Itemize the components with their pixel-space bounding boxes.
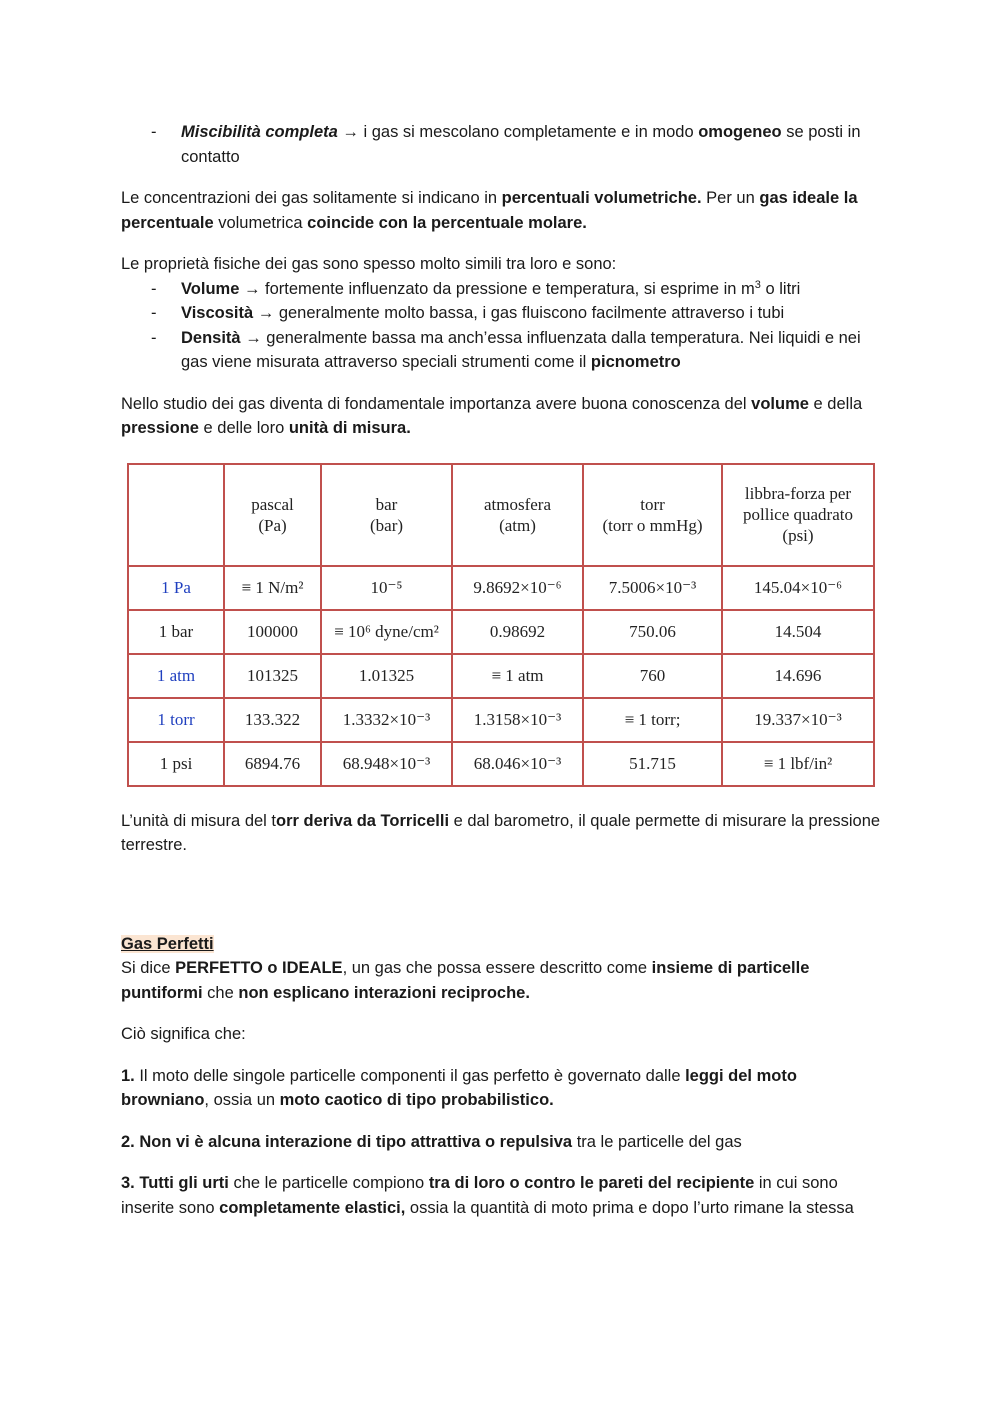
table-cell: 1.3158×10⁻³ — [452, 698, 583, 742]
table-cell: ≡ 1 N/m² — [224, 566, 321, 610]
table-header-cell: bar (bar) — [321, 464, 452, 566]
list-item-viscosity: - Viscosità → generalmente molto bassa, i gas fluiscono facilmente attraverso i tubi — [151, 304, 785, 322]
table-cell: 6894.76 — [224, 742, 321, 786]
table-header-row — [128, 464, 874, 566]
table-header-cell: pascal (Pa) — [224, 464, 321, 566]
table-cell: ≡ 1 lbf/in² — [722, 742, 874, 786]
table-row — [128, 610, 874, 654]
table-cell: 0.98692 — [452, 610, 583, 654]
table-cell: 51.715 — [583, 742, 722, 786]
table-unit-cell: 1 torr — [128, 698, 224, 742]
paragraph-torr: L’unità di misura del torr deriva da Torricelli e dal barometro, il quale permette di misurare la pressione terrestre. — [121, 811, 881, 854]
table-cell: 1.3332×10⁻³ — [321, 698, 452, 742]
point-2: 2. Non vi è alcuna interazione di tipo attrattiva o repulsiva tra le particelle del gas — [121, 1132, 742, 1151]
table-cell: 68.948×10⁻³ — [321, 742, 452, 786]
properties-list — [121, 277, 881, 375]
table-unit-cell: 1 Pa — [128, 566, 224, 610]
table-unit-cell: 1 atm — [128, 654, 224, 698]
table-row — [128, 698, 874, 742]
paragraph-means: Ciò significa che: — [121, 1025, 246, 1043]
table-unit-cell: 1 psi — [128, 742, 224, 786]
table-cell: 68.046×10⁻³ — [452, 742, 583, 786]
paragraph-concentrations: Le concentrazioni dei gas solitamente si indicano in percentuali volumetriche. Per un gas ideale la percentuale volumetrica coincide con la percentuale molare. — [121, 189, 858, 232]
table-cell: 101325 — [224, 654, 321, 698]
table-cell: ≡ 10⁶ dyne/cm² — [321, 610, 452, 654]
table-cell: 14.696 — [722, 654, 874, 698]
table-cell: 1.01325 — [321, 654, 452, 698]
document-page — [121, 120, 881, 1237]
table-header-cell: torr (torr o mmHg) — [583, 464, 722, 566]
pressure-units-table — [127, 463, 875, 787]
table-cell: 14.504 — [722, 610, 874, 654]
miscibility-list — [121, 120, 881, 169]
table-cell: 760 — [583, 654, 722, 698]
table-cell: 9.8692×10⁻⁶ — [452, 566, 583, 610]
section-title: Gas Perfetti — [121, 934, 214, 953]
section-heading — [121, 932, 881, 957]
table-cell: 145.04×10⁻⁶ — [722, 566, 874, 610]
paragraph-study: Nello studio dei gas diventa di fondamentale importanza avere buona conoscenza del volume e della pressione e delle loro unità di misura. — [121, 394, 863, 437]
table-header-cell: libbra-forza per pollice quadrato (psi) — [722, 464, 874, 566]
table-cell: ≡ 1 torr; — [583, 698, 722, 742]
point-3: 3. Tutti gli urti che le particelle compiono tra di loro o contro le pareti del recipiente in cui sono inserite sono completamente elastici, ossia la quantità di moto prima e dopo l’urto rimane la stessa — [121, 1174, 854, 1217]
table-cell: 750.06 — [583, 610, 722, 654]
list-item-volume: - Volume → fortemente influenzato da pressione e temperatura, si esprime in $m^3$ o litri — [151, 278, 801, 298]
table-cell: 100000 — [224, 610, 321, 654]
properties-intro: Le proprietà fisiche dei gas sono spesso molto simili tra loro e sono: — [121, 255, 617, 273]
point-1: 1. Il moto delle singole particelle componenti il gas perfetto è governato dalle leggi del moto browniano, ossia un moto caotico di tipo probabilistico. — [121, 1066, 797, 1109]
table-row — [128, 654, 874, 698]
table-row — [128, 742, 874, 786]
table-header-cell — [128, 464, 224, 566]
table-cell: ≡ 1 atm — [452, 654, 583, 698]
table-cell: 7.5006×10⁻³ — [583, 566, 722, 610]
table-header-cell: atmosfera (atm) — [452, 464, 583, 566]
paragraph-definition: Si dice PERFETTO o IDEALE, un gas che possa essere descritto come insieme di particelle puntiformi che non esplicano interazioni reciproche. — [121, 959, 810, 1002]
list-item-density: - Densità → generalmente bassa ma anch’essa influenzata dalla temperatura. Nei liquidi e nei gas viene misurata attraverso speciali strumenti come il picnometro — [151, 328, 861, 371]
table-row — [128, 566, 874, 610]
table-cell: 19.337×10⁻³ — [722, 698, 874, 742]
table-cell: 133.322 — [224, 698, 321, 742]
list-item-miscibility: - Miscibilità completa → i gas si mescolano completamente e in modo omogeneo se posti in contatto — [151, 123, 861, 166]
table-unit-cell: 1 bar — [128, 610, 224, 654]
pressure-units-table-wrapper — [127, 463, 881, 787]
table-cell: 10⁻⁵ — [321, 566, 452, 610]
